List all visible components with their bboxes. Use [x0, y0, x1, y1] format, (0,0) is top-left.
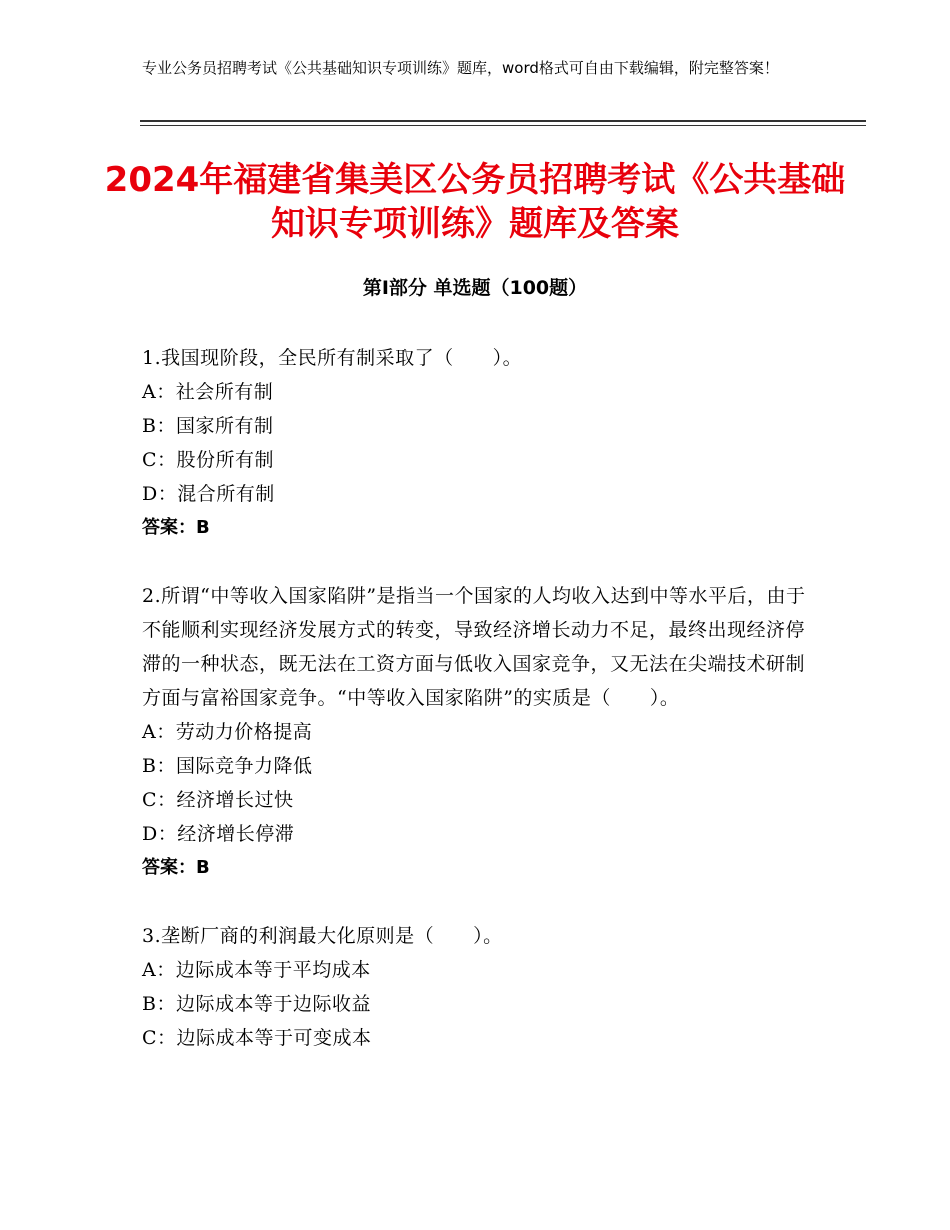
question-1: [142, 341, 810, 545]
option-b: B：国家所有制: [142, 415, 274, 437]
question-stem: 3.垄断厂商的利润最大化原则是（ ）。: [142, 925, 503, 947]
answer-label: 答案：B: [142, 517, 210, 538]
option-c: C：经济增长过快: [142, 789, 294, 811]
option-b: B：国际竞争力降低: [142, 755, 313, 777]
option-a: A：社会所有制: [142, 381, 274, 403]
header-note: 专业公务员招聘考试《公共基础知识专项训练》题库，word格式可自由下载编辑，附完整答案！: [142, 59, 779, 77]
option-d: D：经济增长停滞: [142, 823, 295, 845]
header-rule-thin: [140, 125, 866, 126]
question-stem: 1.我国现阶段，全民所有制采取了（ ）。: [142, 347, 523, 369]
question-3: [142, 919, 810, 1055]
option-a: A：劳动力价格提高: [142, 721, 313, 743]
option-c: C：边际成本等于可变成本: [142, 1027, 372, 1049]
option-c: C：股份所有制: [142, 449, 275, 471]
option-b: B：边际成本等于边际收益: [142, 993, 371, 1015]
option-a: A：边际成本等于平均成本: [142, 959, 371, 981]
question-stem: 2.所谓“中等收入国家陷阱”是指当一个国家的人均收入达到中等水平后，由于不能顺利实现经济发展方式的转变，导致经济增长动力不足，最终出现经济停滞的一种状态，既无法在工资方面与低收入国家竞争，又无法在尖端技术研制方面与富裕国家竞争。“中等收入国家陷阱”的实质是（ ）。: [142, 585, 806, 709]
document-title: 2024年福建省集美区公务员招聘考试《公共基础知识专项训练》题库及答案: [104, 160, 846, 244]
answer-label: 答案：B: [142, 857, 210, 878]
header-rule-thick: [140, 120, 866, 122]
option-d: D：混合所有制: [142, 483, 275, 505]
section-title: 第Ⅰ部分 单选题（100题）: [362, 277, 588, 299]
question-2: [142, 579, 810, 885]
question-list: [142, 341, 810, 1089]
